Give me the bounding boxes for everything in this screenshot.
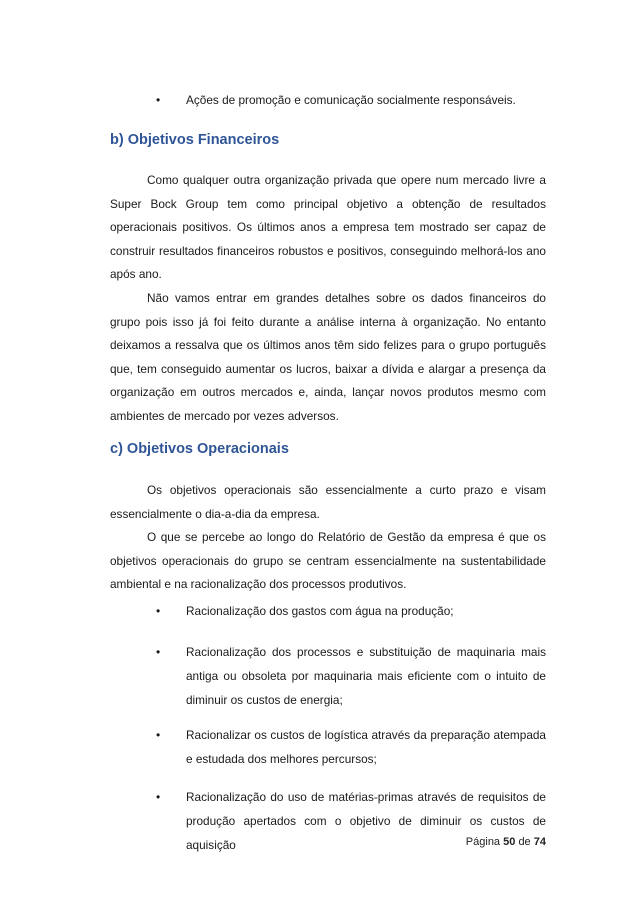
- bullet-icon: •: [156, 93, 161, 107]
- section-heading-financeiros: b) Objetivos Financeiros: [110, 132, 280, 148]
- paragraph: Não vamos entrar em grandes detalhes sobre os dados financeiros do grupo pois isso já foi feito durante a análise interna à organização. No entanto deixamos a ressalva que os últimos anos têm sido felizes para o grupo português que, tem conseguido aumentar os lucros, baixar a dívida e alargar a presença da organização em outros mercados e, ainda, lançar novos produtos mesmo com ambientes de mercado por vezes adversos.: [110, 291, 546, 423]
- paragraph: O que se percebe ao longo do Relatório de Gestão da empresa é que os objetivos operacionais do grupo se centram essencialmente na sustentabilidade ambiental e na racionalização dos processos produtivos.: [110, 530, 546, 592]
- page-number: [466, 836, 546, 848]
- current-page: 50: [503, 836, 516, 848]
- bullet-icon: •: [156, 645, 161, 659]
- page-label: Página: [465, 836, 501, 848]
- paragraph: Como qualquer outra organização privada que opere num mercado livre a Super Bock Group tem como principal objetivo a obtenção de resultados operacionais positivos. Os últimos anos a empresa tem mostrado ser capaz de construir resultados financeiros robustos e positivos, conseguindo melhorá-los ano após ano.: [110, 173, 546, 282]
- list-item-text: Racionalização dos gastos com água na produção;: [186, 604, 454, 618]
- list-item-text: Ações de promoção e comunicação socialmente responsáveis.: [186, 93, 516, 107]
- list-item-text: Racionalizar os custos de logística através da preparação atempada e estudada dos melhores percursos;: [186, 728, 546, 766]
- paragraph: Os objetivos operacionais são essencialmente a curto prazo e visam essencialmente o dia-a-dia da empresa.: [110, 483, 546, 521]
- list-item-text: Racionalização do uso de matérias-primas através de requisitos de produção apertados com o objetivo de diminuir os custos de aquisição: [186, 790, 546, 852]
- bullet-icon: •: [156, 604, 161, 618]
- total-pages: 74: [533, 836, 546, 848]
- list-item-text: Racionalização dos processos e substituição de maquinaria mais antiga ou obsoleta por maquinaria mais eficiente com o intuito de diminuir os custos de energia;: [186, 645, 546, 707]
- page-of: de: [518, 836, 531, 848]
- bullet-icon: •: [156, 728, 161, 742]
- section-heading-operacionais: c) Objetivos Operacionais: [110, 441, 289, 457]
- bullet-icon: •: [156, 790, 161, 804]
